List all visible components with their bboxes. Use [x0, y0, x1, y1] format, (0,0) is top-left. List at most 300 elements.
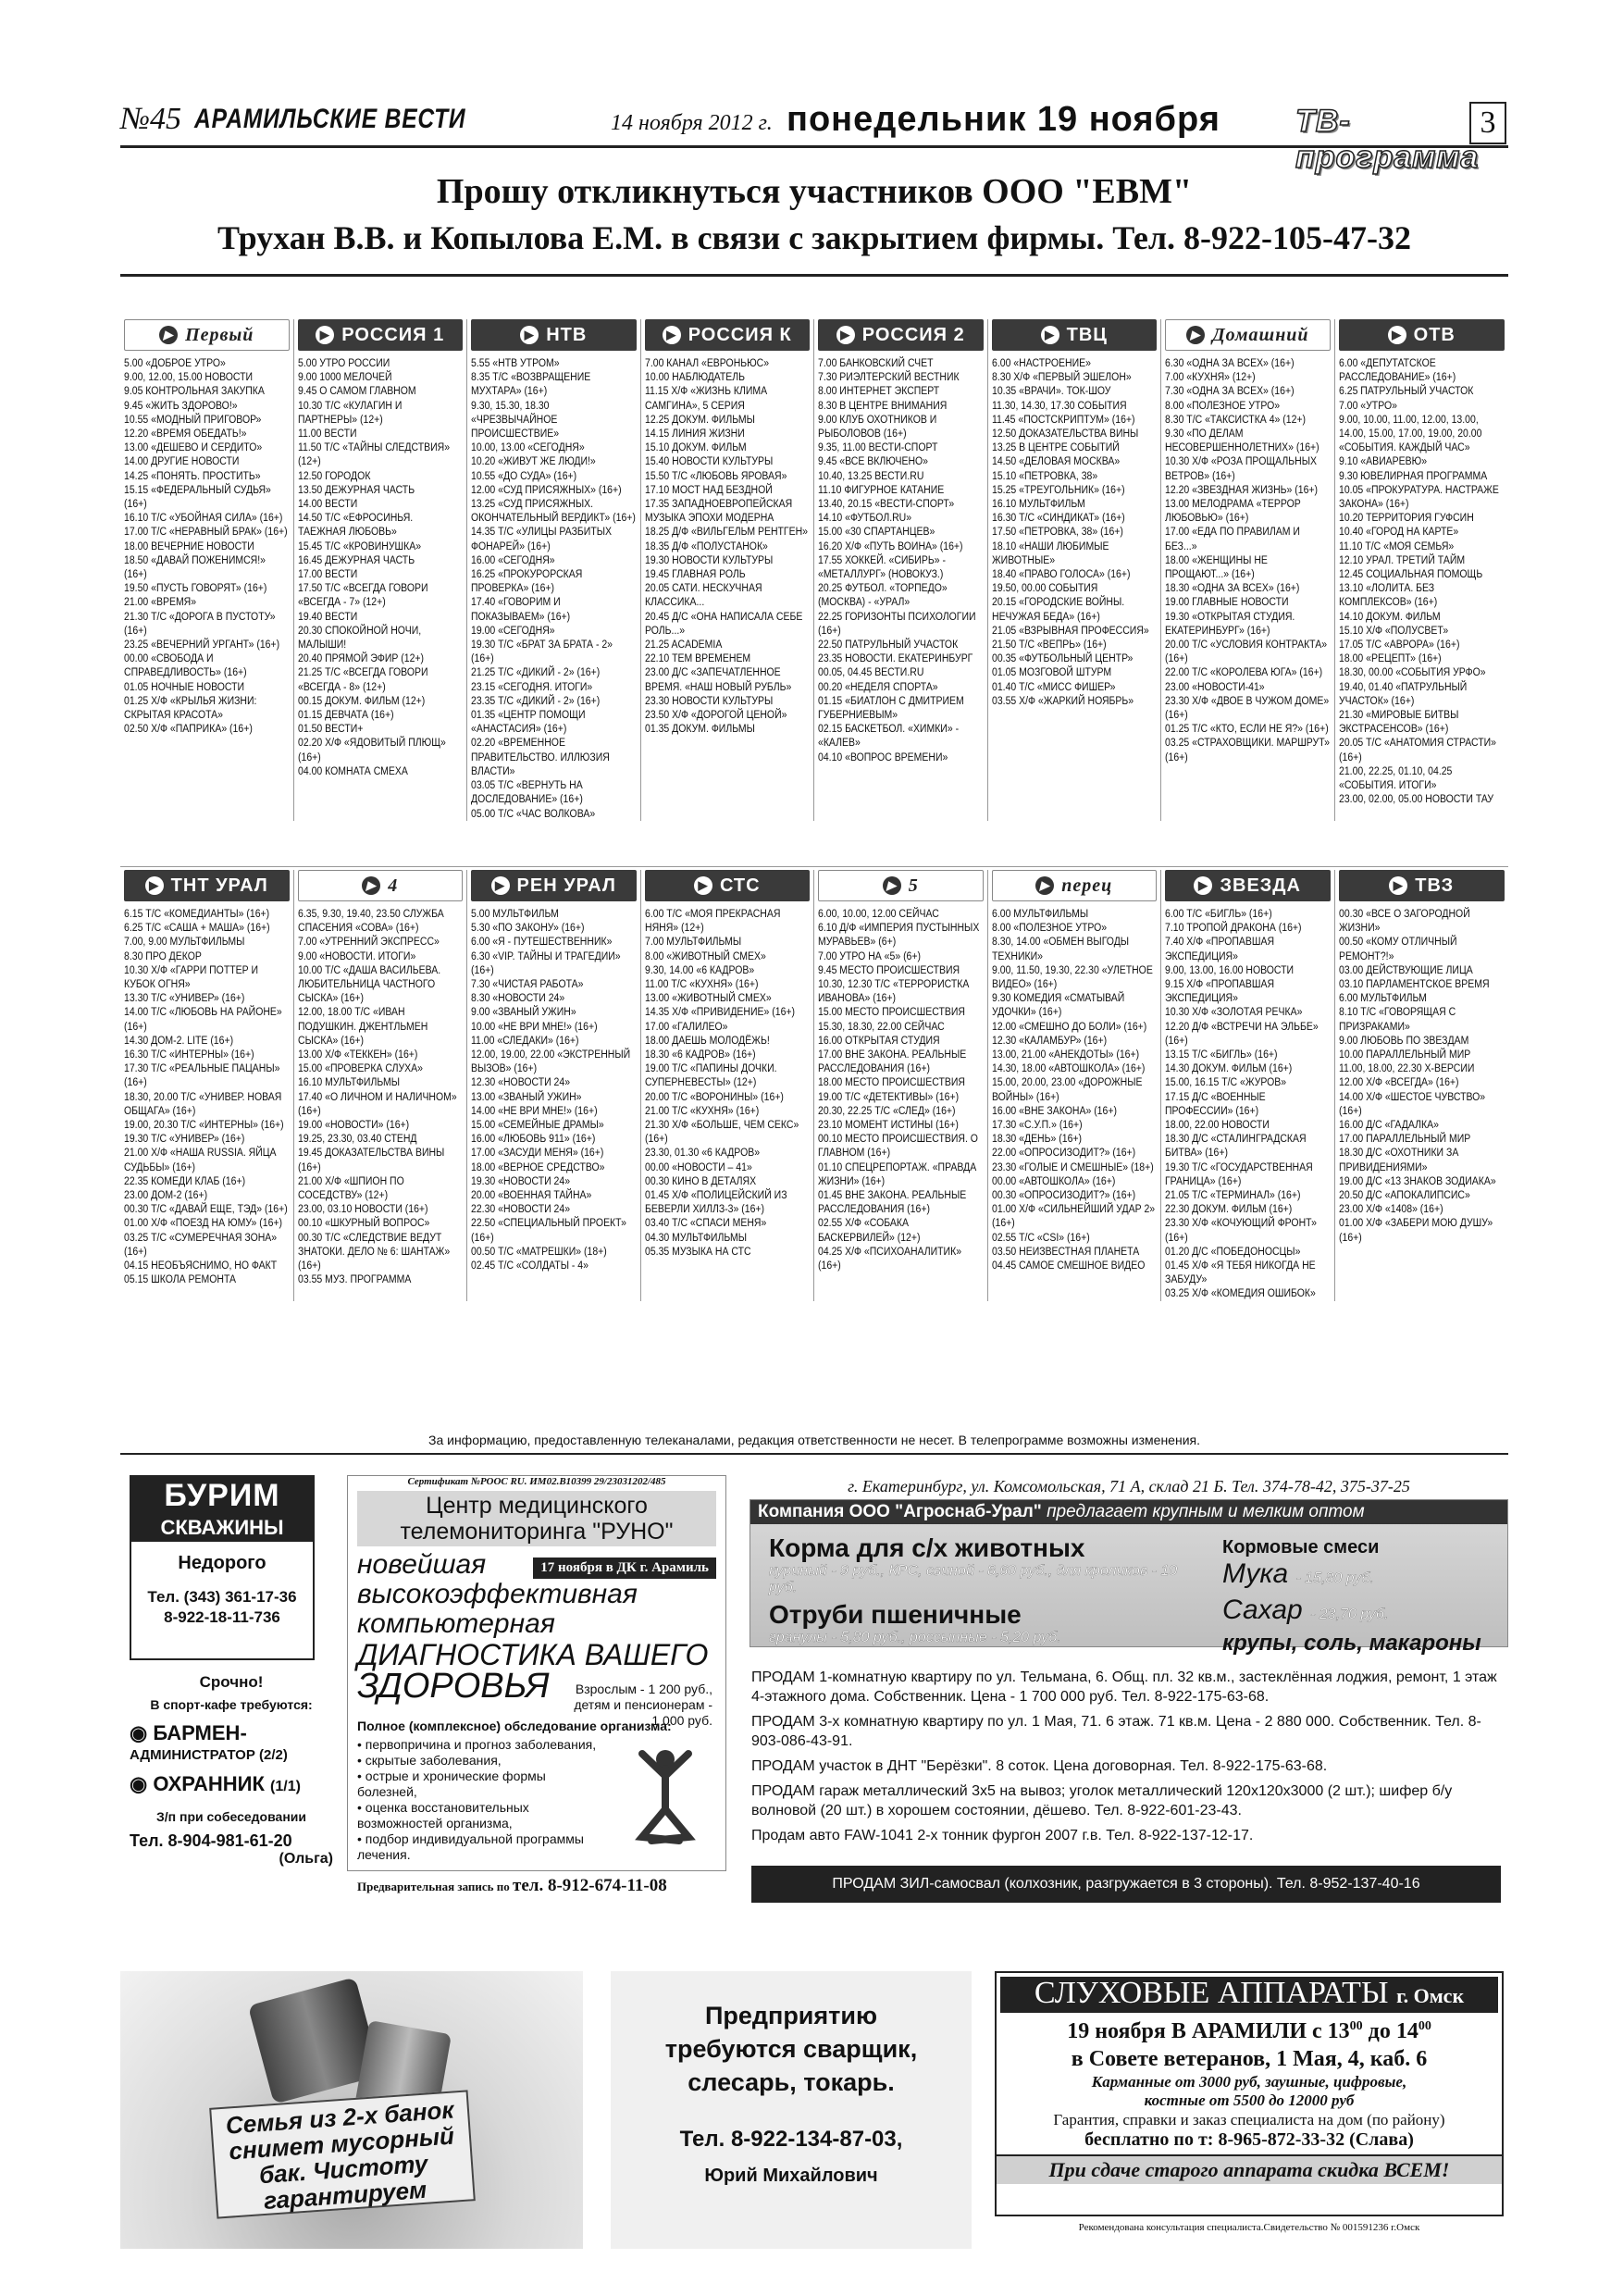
ad-hearing-aids	[995, 1971, 1504, 2249]
feed-desc-2: гранулы - 5,80 руб., россыпные - 5,20 руб.	[769, 1630, 1061, 1645]
program-item: 01.15 «БИАТЛОН С ДМИТРИЕМ ГУБЕРНИЕВЫМ»	[818, 693, 964, 722]
program-item: 6.30 «ОДНА ЗА ВСЕХ» (16+)	[1165, 356, 1295, 369]
channel-logo	[298, 319, 464, 351]
channel-icon: ▶	[1035, 876, 1054, 895]
program-item: 9.00 «НОВОСТИ. ИТОГИ»	[297, 949, 415, 962]
program-item: 12.30 «НОВОСТИ 24»	[471, 1075, 571, 1089]
program-item: 6.00 МУЛЬТФИЛЬМЫ	[991, 907, 1088, 920]
program-item: 10.00 НАБЛЮДАТЕЛЬ	[644, 370, 745, 384]
ad-runo-registration	[357, 1876, 716, 1896]
reg-phone: тел. 8-912-674-11-08	[513, 1876, 667, 1895]
program-list	[1165, 356, 1330, 764]
program-item: 11.50 Т/С «ТАЙНЫ СЛЕДСТВИЯ» (12+)	[297, 441, 450, 468]
channel-name: ТВЗ	[1415, 875, 1455, 896]
program-item: 10.00, 13.00 «СЕГОДНЯ»	[471, 441, 585, 454]
program-item: 13.40, 20.15 «ВЕСТИ-СПОРТ»	[818, 497, 955, 511]
channel-logo	[645, 319, 811, 351]
program-item: 03.55 МУЗ. ПРОГРАММА	[297, 1272, 411, 1286]
program-item: 23.30, 01.30 «6 КАДРОВ»	[644, 1146, 760, 1160]
program-item: 7.40 Х/Ф «ПРОПАВШАЯ ЭКСПЕДИЦИЯ»	[1165, 935, 1275, 962]
hearing-info-1: Карманные от 3000 руб, заушные, цифровые,	[1091, 2073, 1407, 2091]
program-item: 14.00 ВЕСТИ	[297, 497, 357, 511]
program-item: 16.10 Т/С «УБОЙНАЯ СИЛА» (16+)	[124, 511, 283, 525]
hearing-date-start: 19 ноября В АРАМИЛИ с 13	[1067, 2019, 1350, 2043]
program-item: 19.45 ДОКАЗАТЕЛЬСТВА ВИНЫ (16+)	[297, 1146, 444, 1173]
program-item: 12.00, 18.00 Т/С «ИВАН ПОДУШКИН. ДЖЕНТЛЬМЕН СЫСКА» (16+)	[297, 1005, 427, 1047]
program-item: 00.50 «КОМУ ОТЛИЧНЫЙ РЕМОНТ?!»	[1338, 935, 1457, 962]
program-item: 23.30 НОВОСТИ КУЛЬТУРЫ	[644, 693, 773, 707]
program-item: 00.30 Т/С «СЛЕДСТВИЕ ВЕДУТ ЗНАТОКИ. ДЕЛО № 6: ШАНТАЖ» (16+)	[297, 1230, 450, 1272]
program-item: 01.10 СПЕЦРЕПОРТАЖ. «ПРАВДА ЖИЗНИ» (16+)	[818, 1160, 977, 1187]
program-item: 02.55 Т/С «CSI» (16+)	[991, 1230, 1090, 1244]
program-item: 01.15 ДЕВЧАТА (16+)	[297, 708, 394, 722]
program-list	[298, 907, 463, 1286]
hearing-box	[995, 1971, 1504, 2216]
program-item: 23.00 Д/С «ЗАПЕЧАТЛЕННОЕ ВРЕМЯ. «НАШ НОВЫЙ РУБЛЬ»	[644, 665, 791, 693]
job-2-shift: (1/1)	[270, 1779, 301, 1794]
welders-phone: Тел. 8-922-134-87-03,	[679, 2127, 903, 2152]
program-item: 18.30, 20.00 Т/С «УНИВЕР. НОВАЯ ОБЩАГА» (16+)	[124, 1089, 282, 1117]
channel-icon: ▶	[1041, 326, 1059, 344]
program-item: 8.35 Т/С «ВОЗВРАЩЕНИЕ МУХТАРА» (16+)	[471, 370, 591, 398]
channel-icon: ▶	[491, 876, 510, 895]
program-list	[298, 356, 463, 778]
ad-agro-feeds	[769, 1533, 1204, 1646]
program-item: 02.55 Х/Ф «СОБАКА БАСКЕРВИЛЕЙ» (12+)	[818, 1216, 921, 1244]
program-item: 19.30 Т/С «БРАТ ЗА БРАТА - 2» (16+)	[471, 638, 613, 665]
list-item: • скрытые заболевания,	[357, 1753, 607, 1769]
program-item: 10.40 «ГОРОД НА КАРТЕ»	[1338, 525, 1458, 539]
program-item: 11.15 Х/Ф «ЖИЗНЬ КЛИМА САМГИНА», 5 СЕРИЯ	[644, 384, 767, 412]
ad-burim-phone-1: Тел. (343) 361-17-36	[147, 1588, 297, 1606]
program-item: 8.30 «НОВОСТИ 24»	[471, 991, 565, 1005]
ad-sport-cafe-job-1	[130, 1721, 333, 1745]
program-item: 00.30 КИНО В ДЕТАЛЯХ	[644, 1173, 756, 1187]
program-item: 6.00 Т/С «МОЯ ПРЕКРАСНАЯ НЯНЯ» (12+)	[644, 907, 780, 935]
channel-icon: ▶	[145, 876, 164, 895]
program-item: 21.30 «МИРОВЫЕ БИТВЫ ЭКСТРАСЕНСОВ» (16+)	[1338, 708, 1458, 736]
ad-sport-cafe	[130, 1664, 333, 1877]
program-item: 04.25 Х/Ф «ПСИХОАНАЛИТИК» (16+)	[818, 1244, 962, 1272]
program-item: 00.00 «СВОБОДА И СПРАВЕДЛИВОСТЬ» (16+)	[124, 652, 247, 679]
program-item: 14.00 Т/С «ЛЮБОВЬ НА РАЙОНЕ» (16+)	[124, 1005, 282, 1033]
program-item: 5.00 «ДОБРОЕ УТРО»	[124, 356, 226, 369]
program-item: 16.30 Т/С «ИНТЕРНЫ» (16+)	[124, 1048, 254, 1061]
program-item: 18.40 «ПРАВО ГОЛОСА» (16+)	[991, 567, 1130, 581]
tv-grid-row-1	[120, 319, 1508, 821]
program-item: 14.15 ЛИНИЯ ЖИЗНИ	[644, 427, 745, 441]
program-item: 8.30, 14.00 «ОБМЕН ВЫГОДЫ ТЕХНИКИ»	[991, 935, 1129, 962]
program-item: 18.30 «ОДНА ЗА ВСЕХ» (16+)	[1165, 581, 1300, 595]
program-item: 7.00, 9.00 МУЛЬТФИЛЬМЫ	[124, 935, 245, 949]
program-item: 16.25 «ПРОКУРОРСКАЯ ПРОВЕРКА» (16+)	[471, 567, 583, 595]
program-item: 01.05 МОЗГОВОЙ ШТУРМ	[991, 665, 1111, 679]
feed-title-1: Корма для с/х животных	[769, 1533, 1085, 1562]
program-item: 03.10 ПАРЛАМЕНТСКОЕ ВРЕМЯ	[1338, 977, 1490, 991]
program-item: 00.30 «ВСЕ О ЗАГОРОДНОЙ ЖИЗНИ»	[1338, 907, 1470, 935]
program-item: 14.30 ДОМ-2. LITE (16+)	[124, 1033, 234, 1047]
program-item: 11.30, 14.30, 17.30 СОБЫТИЯ	[991, 398, 1127, 412]
ad-runo-prices	[574, 1682, 712, 1729]
program-item: 20.40 ПРЯМОЙ ЭФИР (12+)	[297, 652, 424, 665]
program-item: 23.00 «НОВОСТИ-41»	[1165, 679, 1265, 693]
program-item: 22.30 «НОВОСТИ 24»	[471, 1202, 571, 1216]
program-item: 00.30 Т/С «ДАВАЙ ЕЩЕ, ТЭД» (16+)	[124, 1202, 288, 1216]
program-item: 9.00, 12.00, 15.00 НОВОСТИ	[124, 370, 254, 384]
slogan-3: компьютерная	[357, 1608, 555, 1639]
welders-contact: Юрий Михайлович	[704, 2166, 878, 2186]
channel-icon: ▶	[1388, 326, 1406, 344]
program-item: 02.15 БАСКЕТБОЛ. «ХИМКИ» - «КАЛЕВ»	[818, 722, 960, 750]
program-item: 01.50 ВЕСТИ+	[297, 722, 363, 736]
program-list	[992, 907, 1157, 1272]
program-item: 9.30 ЮВЕЛИРНАЯ ПРОГРАММА	[1338, 468, 1487, 482]
program-item: 6.10 Д/Ф «ИМПЕРИЯ ПУСТЫННЫХ МУРАВЬЕВ» (6+)	[818, 921, 980, 949]
ad-sport-cafe-contact: (Ольга)	[279, 1851, 333, 1867]
program-item: 19.00, 20.30 Т/С «ИНТЕРНЫ» (16+)	[124, 1118, 284, 1132]
channel-name: Первый	[185, 324, 254, 345]
program-list	[124, 907, 289, 1286]
channel-name: НТВ	[546, 324, 588, 345]
program-item: 23.00 Х/Ф «1408» (16+)	[1338, 1202, 1443, 1216]
channel-name: ТНТ УРАЛ	[170, 875, 268, 896]
program-item: 12.10 УРАЛ. ТРЕТИЙ ТАЙМ	[1338, 552, 1465, 566]
program-item: 7.00 КАНАЛ «ЕВРОНЬЮС»	[644, 356, 769, 369]
ad-burim-phone-2: 8-922-18-11-736	[164, 1608, 280, 1626]
program-item: 17.55 ХОККЕЙ. «СИБИРЬ» - «МЕТАЛЛУРГ» (НОВОКУЗ.)	[818, 552, 946, 581]
program-item: 22.00 «ОПРОСИЗОДИТ?» (16+)	[991, 1146, 1135, 1160]
program-list	[992, 356, 1157, 708]
program-item: 10.00 ПАРАЛЛЕЛЬНЫЙ МИР	[1338, 1048, 1470, 1061]
channel-icon: ▶	[520, 326, 539, 344]
program-item: 11.00, 18.00, 22.30 Х-ВЕРСИИ	[1338, 1061, 1474, 1075]
channel-logo	[124, 319, 290, 351]
price-2: детям и пенсионерам -	[574, 1697, 712, 1712]
welders-line-1: Предприятию	[704, 2002, 878, 2029]
channel-column	[467, 319, 641, 821]
program-item: 01.40 Т/С «МИСС ФИШЕР»	[991, 679, 1115, 693]
ad-runo-title-1: Центр медицинского	[426, 1493, 648, 1519]
program-item: 12.30 «КАЛАМБУР» (16+)	[991, 1033, 1107, 1047]
bullet-icon: ◉	[130, 1772, 154, 1795]
program-item: 8.00 «ПОЛЕЗНОЕ УТРО»	[991, 921, 1107, 935]
channel-column	[1161, 870, 1335, 1301]
program-item: 00.20 «НЕДЕЛЯ СПОРТА»	[818, 679, 938, 693]
ad-runo	[347, 1475, 726, 1895]
program-item: 02.50 Х/Ф «ПАПРИКА» (16+)	[124, 722, 253, 736]
program-item: 22.10 ТЕМ ВРЕМЕНЕМ	[644, 652, 750, 665]
program-item: 03.40 Т/С «СПАСИ МЕНЯ»	[644, 1216, 766, 1230]
program-item: 23.30 Х/Ф «ДВОЕ В ЧУЖОМ ДОМЕ» (16+)	[1165, 693, 1330, 722]
hearing-info-2: костные от 5500 до 12000 руб	[1144, 2091, 1355, 2109]
ad-agro-mixes	[1222, 1537, 1500, 1657]
channel-name: ТВЦ	[1066, 324, 1108, 345]
program-item: 05.00 Т/С «ЧАС ВОЛКОВА»	[471, 806, 596, 820]
mixes-title: Кормовые смеси	[1222, 1537, 1380, 1558]
program-item: 21.05 «ВЗРЫВНАЯ ПРОФЕССИЯ»	[991, 623, 1149, 637]
program-list	[645, 356, 810, 736]
program-item: 7.30 «ЧИСТАЯ РАБОТА»	[471, 977, 584, 991]
channel-icon: ▶	[694, 876, 712, 895]
program-item: 16.30 Т/С «СИНДИКАТ» (16+)	[991, 511, 1125, 525]
program-item: 18.00 ВЕЧЕРНИЕ НОВОСТИ	[124, 539, 254, 552]
program-item: 8.30 ПРО ДЕКОР	[124, 949, 202, 962]
list-item: • подбор индивидуальной программы лечения.	[357, 1831, 607, 1863]
ad-burim-title: БУРИМ	[131, 1477, 313, 1514]
program-item: 9.00 КЛУБ ОХОТНИКОВ И РЫБОЛОВОВ (16+)	[818, 412, 937, 441]
sugar	[1222, 1595, 1500, 1631]
program-item: 9.00 «ЗВАНЫЙ УЖИН»	[471, 1005, 576, 1019]
channel-name: ОТВ	[1413, 324, 1456, 345]
ad-sport-cafe-salary: З/п при собеседовании	[156, 1809, 306, 1824]
program-item: 01.05 НОЧНЫЕ НОВОСТИ	[124, 679, 245, 693]
program-item: 17.00 ВЕСТИ	[297, 567, 357, 581]
program-item: 13.00 Х/Ф «ТЕККЕН» (16+)	[297, 1048, 417, 1061]
program-item: 20.05 Т/С «АНАТОМИЯ СТРАСТИ» (16+)	[1338, 736, 1496, 763]
job-2-title: ОХРАННИК	[153, 1772, 265, 1795]
program-item: 23.10 МОМЕНТ ИСТИНЫ (16+)	[818, 1118, 959, 1132]
program-item: 16.00 ОТКРЫТАЯ СТУДИЯ	[818, 1033, 940, 1047]
program-item: 21.00 Т/С «КУХНЯ» (16+)	[644, 1103, 759, 1117]
program-item: 23.30 «ГОЛЫЕ И СМЕШНЫЕ» (18+)	[991, 1160, 1154, 1173]
program-item: 18.00 ДАЕШЬ МОЛОДЁЖЬ!	[644, 1033, 770, 1047]
channel-column	[1161, 319, 1335, 821]
reg-label: Предварительная запись по	[357, 1880, 510, 1893]
program-item: 18.30 Д/С «ОХОТНИКИ ЗА ПРИВИДЕНИЯМИ»	[1338, 1146, 1458, 1173]
hearing-city: г. Омск	[1396, 1984, 1465, 2007]
program-item: 12.00, 19.00, 22.00 «ЭКСТРЕННЫЙ ВЫЗОВ» (16+)	[471, 1048, 631, 1075]
program-item: 21.30 Х/Ф «БОЛЬШЕ, ЧЕМ СЕКС» (16+)	[644, 1118, 799, 1146]
channel-name: РЕН УРАЛ	[516, 875, 616, 896]
program-list	[1339, 356, 1505, 807]
program-item: 00.10 «ШКУРНЫЙ ВОПРОС»	[297, 1216, 429, 1230]
ad-agro-address: г. Екатеринбург, ул. Комсомольская, 71 А, склад 21 Б. Тел. 374-78-42, 375-37-25	[848, 1477, 1410, 1496]
issue-date: 14 ноября 2012 г.	[611, 111, 773, 135]
program-item: 8.00 «ПОЛЕЗНОЕ УТРО»	[1165, 398, 1281, 412]
issue-number: №45	[120, 102, 182, 136]
program-item: 13.25 В ЦЕНТРЕ СОБЫТИЙ	[991, 441, 1120, 454]
program-item: 7.00 «КУХНЯ» (12+)	[1165, 370, 1256, 384]
program-item: 15.00 «СЕМЕЙНЫЕ ДРАМЫ»	[471, 1118, 604, 1132]
divider	[120, 274, 1508, 277]
program-item: 15.10 ДОКУМ. ФИЛЬМ	[644, 441, 747, 454]
channel-logo	[992, 319, 1158, 351]
price-3: 1 000 руб.	[651, 1713, 712, 1728]
classified-item: ПРОДАМ 3-х комнатную квартиру по ул. 1 Мая, 71. 6 этаж. 71 кв.м. Цена - 2 880 000. Собственник. Тел. 8-903-086-43-91.	[751, 1714, 1481, 1749]
program-item: 7.00 МУЛЬТФИЛЬМЫ	[644, 935, 741, 949]
program-item: 16.10 МУЛЬТФИЛЬМЫ	[297, 1075, 400, 1089]
program-item: 17.10 МОСТ НАД БЕЗДНОЙ	[644, 482, 773, 496]
program-item: 16.45 ДЕЖУРНАЯ ЧАСТЬ	[297, 552, 415, 566]
program-item: 03.25 «СТРАХОВЩИКИ. МАРШРУТ» (16+)	[1165, 736, 1330, 763]
program-item: 17.15 Д/С «ВОЕННЫЕ ПРОФЕССИИ» (16+)	[1165, 1089, 1266, 1117]
program-item: 10.30 Х/Ф «РОЗА ПРОЩАЛЬНЫХ ВЕТРОВ» (16+)	[1165, 454, 1317, 482]
program-list	[471, 907, 636, 1272]
program-item: 12.50 ДОКАЗАТЕЛЬСТВА ВИНЫ	[991, 427, 1138, 441]
program-item: 7.00 БАНКОВСКИЙ СЧЕТ	[818, 356, 934, 369]
program-item: 16.00 «СЕГОДНЯ»	[471, 552, 555, 566]
program-item: 5.30 «ПО ЗАКОНУ» (16+)	[471, 921, 585, 935]
ad-runo-cert: Сертификат №РООС RU. ИМ02.В10399 29/23031202/485	[407, 1476, 666, 1487]
ad-runo-list	[357, 1737, 607, 1863]
hearing-title	[1000, 1977, 1498, 2013]
appeal-notice	[120, 168, 1508, 261]
ad-burim	[130, 1475, 315, 1660]
program-item: 19.45 ГЛАВНАЯ РОЛЬ	[644, 567, 746, 581]
channel-icon: ▶	[362, 876, 380, 895]
program-item: 12.20 «ВРЕМЯ ОБЕДАТЬ!»	[124, 427, 247, 441]
program-item: 12.50 ГОРОДОК	[297, 468, 370, 482]
program-item: 13.10 «ЛОЛИТА. БЕЗ КОМПЛЕКСОВ» (16+)	[1338, 581, 1437, 609]
program-item: 15.45 Т/С «КРОВИНУШКА»	[297, 539, 421, 552]
hearing-certificate: Рекомендована консультация специалиста.Свидетельство № 001591236 г.Омск	[1078, 2222, 1420, 2233]
program-item: 9.30, 14.00 «6 КАДРОВ»	[644, 962, 754, 976]
program-item: 01.45 ВНЕ ЗАКОНА. РЕАЛЬНЫЕ РАССЛЕДОВАНИЯ (16+)	[818, 1188, 967, 1216]
welders-line-3: слесарь, токарь.	[688, 2068, 895, 2096]
program-item: 13.00 «ЖИВОТНЫЙ СМЕХ»	[644, 991, 772, 1005]
hearing-guarantee: Гарантия, справки и заказ специалиста на дом (по району)	[1053, 2111, 1445, 2128]
channel-column	[120, 319, 294, 821]
program-item: 21.25 Т/С «ДИКИЙ - 2» (16+)	[471, 665, 601, 679]
flour	[1222, 1558, 1500, 1595]
tv-grid-row-2	[120, 870, 1508, 1301]
slogan-1: новейшая	[357, 1549, 487, 1580]
program-item: 23.30 Х/Ф «КОЧУЮЩИЙ ФРОНТ» (16+)	[1165, 1216, 1317, 1244]
ad-sport-cafe-title: Срочно!	[199, 1673, 264, 1691]
program-item: 10.30 Т/С «КУЛАГИН И ПАРТНЕРЫ» (12+)	[297, 398, 402, 426]
ad-runo-title-2: телемониторинга "РУНО"	[400, 1519, 674, 1545]
program-item: 04.10 «ВОПРОС ВРЕМЕНИ»	[818, 750, 948, 763]
program-item: 14.30 ДОКУМ. ФИЛЬМ (16+)	[1165, 1061, 1293, 1075]
program-item: 10.05 «ПРОКУРАТУРА. НАСТРАЖЕ ЗАКОНА» (16+)	[1338, 482, 1499, 511]
ad-sport-cafe-job-2	[130, 1772, 333, 1796]
program-item: 20.50 Д/С «АПОКАЛИПСИС»	[1338, 1188, 1470, 1202]
program-item: 13.15 Т/С «БИГЛЬ» (16+)	[1165, 1048, 1278, 1061]
program-item: 22.50 ПАТРУЛЬНЫЙ УЧАСТОК	[818, 638, 959, 652]
program-list	[645, 907, 810, 1259]
program-item: 5.55 «НТВ УТРОМ»	[471, 356, 560, 369]
list-item: • первопричина и прогноз заболевания,	[357, 1737, 607, 1753]
program-item: 10.40, 13.25 ВЕСТИ.RU	[818, 468, 924, 482]
program-item: 10.35 «ВРАЧИ». ТОК-ШОУ	[991, 384, 1110, 398]
hearing-date	[997, 2013, 1502, 2045]
program-item: 11.10 Т/С «МОЯ СЕМЬЯ»	[1338, 539, 1454, 552]
classified-item: Продам авто FAW-1041 2-х тонник фургон 2007 г.в. Тел. 8-922-137-12-17.	[751, 1828, 1254, 1843]
ad-burim-subtitle: СКВАЖИНЫ	[131, 1514, 313, 1542]
section-title: ТВ-программа	[1295, 104, 1480, 175]
program-item: 12.00 Х/Ф «ВСЕГДА» (16+)	[1338, 1075, 1459, 1089]
program-item: 19.30 «НОВОСТИ 24»	[471, 1173, 571, 1187]
program-item: 18.25 Д/Ф «ВИЛЬГЕЛЬМ РЕНТГЕН»	[644, 525, 808, 539]
program-item: 10.30, 12.30 Т/С «ТЕРРОРИСТКА ИВАНОВА» (16+)	[818, 977, 970, 1005]
program-item: 6.00 Т/С «БИГЛЬ» (16+)	[1165, 907, 1272, 920]
channel-column	[1335, 319, 1509, 821]
channel-logo	[1165, 870, 1331, 901]
program-item: 05.35 МУЗЫКА НА СТС	[644, 1244, 751, 1258]
program-item: 7.30 РИЭЛТЕРСКИЙ ВЕСТНИК	[818, 370, 960, 384]
channel-logo	[124, 870, 290, 901]
program-item: 21.00 Х/Ф «ШПИОН ПО СОСЕДСТВУ» (12+)	[297, 1173, 404, 1202]
program-item: 17.05 Т/С «АВРОРА» (16+)	[1338, 638, 1459, 652]
program-item: 04.00 КОМНАТА СМЕХА	[297, 763, 408, 777]
program-item: 7.00 УТРО НА «5» (6+)	[818, 949, 922, 962]
program-item: 13.00, 21.00 «АНЕКДОТЫ» (16+)	[991, 1048, 1139, 1061]
program-item: 20.30, 22.25 Т/С «СЛЕД» (16+)	[818, 1103, 956, 1117]
program-item: 6.30 «VIP. ТАЙНЫ И ТРАГЕДИИ» (16+)	[471, 949, 621, 976]
program-item: 13.00 «ДЕШЕВО И СЕРДИТО»	[124, 441, 263, 454]
program-item: 14.35 Х/Ф «ПРИВИДЕНИЕ» (16+)	[644, 1005, 795, 1019]
program-item: 9.15 Х/Ф «ПРОПАВШАЯ ЭКСПЕДИЦИЯ»	[1165, 977, 1275, 1005]
newspaper-title: АРАМИЛЬСКИЕ ВЕСТИ	[194, 104, 466, 134]
program-item: 02.20 Х/Ф «ЯДОВИТЫЙ ПЛЮЩ» (16+)	[297, 736, 446, 763]
program-item: 23.25 «ВЕЧЕРНИЙ УРГАНТ» (16+)	[124, 638, 280, 652]
program-item: 13.50 ДЕЖУРНАЯ ЧАСТЬ	[297, 482, 415, 496]
program-item: 12.00 «СМЕШНО ДО БОЛИ» (16+)	[991, 1019, 1146, 1033]
slogan-2: высокоэффективная	[357, 1579, 638, 1609]
program-item: 17.50 Т/С «ВСЕГДА ГОВОРИ «ВСЕГДА - 7» (12+)	[297, 581, 428, 609]
program-item: 20.30 СПОКОЙНОЙ НОЧИ, МАЛЫШИ!	[297, 623, 421, 652]
program-item: 19.00 Т/С «ПАПИНЫ ДОЧКИ. СУПЕРНЕВЕСТЫ» (12+)	[644, 1061, 777, 1089]
program-item: 23.35 НОВОСТИ. ЕКАТЕРИНБУРГ	[818, 652, 973, 665]
price-1: Взрослым - 1 200 руб.,	[575, 1682, 712, 1696]
program-item: 17.30 Т/С «РЕАЛЬНЫЕ ПАЦАНЫ» (16+)	[124, 1061, 280, 1089]
program-item: 04.15 НЕОБЪЯСНИМО, НО ФАКТ	[124, 1259, 278, 1272]
program-item: 16.00 «ЛЮБОВЬ 911» (16+)	[471, 1132, 596, 1146]
program-item: 14.50 «ДЕЛОВАЯ МОСКВА»	[991, 454, 1120, 468]
program-item: 21.25 ACADEMIA	[644, 638, 722, 652]
program-item: 15.15 «ФЕДЕРАЛЬНЫЙ СУДЬЯ» (16+)	[124, 482, 271, 511]
program-item: 17.40 «ГОВОРИМ И ПОКАЗЫВАЕМ» (16+)	[471, 595, 571, 623]
program-item: 6.25 Т/С «САША + МАША» (16+)	[124, 921, 270, 935]
agro-offer: предлагает крупным и мелким оптом	[1047, 1502, 1365, 1521]
program-item: 11.45 «ПОСТСКРИПТУМ» (16+)	[991, 412, 1135, 426]
program-item: 01.25 Х/Ф «КРЫЛЬЯ ЖИЗНИ: СКРЫТАЯ КРАСОТА»	[124, 693, 257, 722]
program-item: 10.30 Х/Ф «ГАРРИ ПОТТЕР И КУБОК ОГНЯ»	[124, 962, 259, 991]
channel-logo	[471, 870, 637, 901]
program-item: 00.35 «ФУТБОЛЬНЫЙ ЦЕНТР»	[991, 652, 1133, 665]
channel-logo	[645, 870, 811, 901]
ad-runo-date-badge: 17 ноября в ДК г. Арамиль	[533, 1558, 716, 1579]
program-list	[1165, 907, 1330, 1301]
program-item: 00.00 «НОВОСТИ – 41»	[644, 1160, 752, 1173]
program-item: 14.35 Т/С «УЛИЦЫ РАЗБИТЫХ ФОНАРЕЙ» (16+)	[471, 525, 613, 552]
ad-agrosnab	[750, 1499, 1508, 1656]
program-item: 21.50 Т/С «ВЕПРЬ» (16+)	[991, 638, 1107, 652]
program-item: 15.50 Т/С «ЛЮБОВЬ ЯРОВАЯ»	[644, 468, 787, 482]
program-item: 18.30, 00.00 «СОБЫТИЯ УРФО»	[1338, 665, 1486, 679]
program-item: 10.55 «ДО СУДА» (16+)	[471, 468, 577, 482]
program-item: 21.00, 22.25, 01.10, 04.25 «СОБЫТИЯ. ИТОГИ»	[1338, 763, 1452, 792]
program-item: 18.35 Д/Ф «ПОЛУСТАНОК»	[644, 539, 768, 552]
program-item: 5.00 УТРО РОССИИ	[297, 356, 390, 369]
program-item: 6.00 «Я - ПУТЕШЕСТВЕННИК»	[471, 935, 613, 949]
program-item: 11.00 Т/С «КУХНЯ» (16+)	[644, 977, 759, 991]
program-item: 6.00, 10.00, 12.00 СЕЙЧАС	[818, 907, 939, 920]
channel-logo	[1339, 319, 1505, 351]
diag-2: ЗДОРОВЬЯ	[357, 1667, 550, 1706]
channel-column	[641, 319, 815, 821]
sugar-label: Сахар	[1222, 1595, 1303, 1625]
program-item: 00.15 ДОКУМ. ФИЛЬМ (12+)	[297, 693, 425, 707]
hearing-date-sup-2: 00	[1418, 2019, 1431, 2033]
meditation-figure-icon	[624, 1744, 707, 1855]
tv-disclaimer: За информацию, предоставленную телеканалами, редакция ответственности не несет. В телепрограмме возможны изменения.	[120, 1433, 1508, 1455]
program-item: 8.00 ИНТЕРНЕТ ЭКСПЕРТ	[818, 384, 940, 398]
program-item: 12.00 «СУД ПРИСЯЖНЫХ» (16+)	[471, 482, 622, 496]
channel-logo	[992, 870, 1158, 901]
program-item: 9.00 1000 МЕЛОЧЕЙ	[297, 370, 392, 384]
program-item: 10.20 ТЕРРИТОРИЯ ГУФСИН	[1338, 511, 1474, 525]
